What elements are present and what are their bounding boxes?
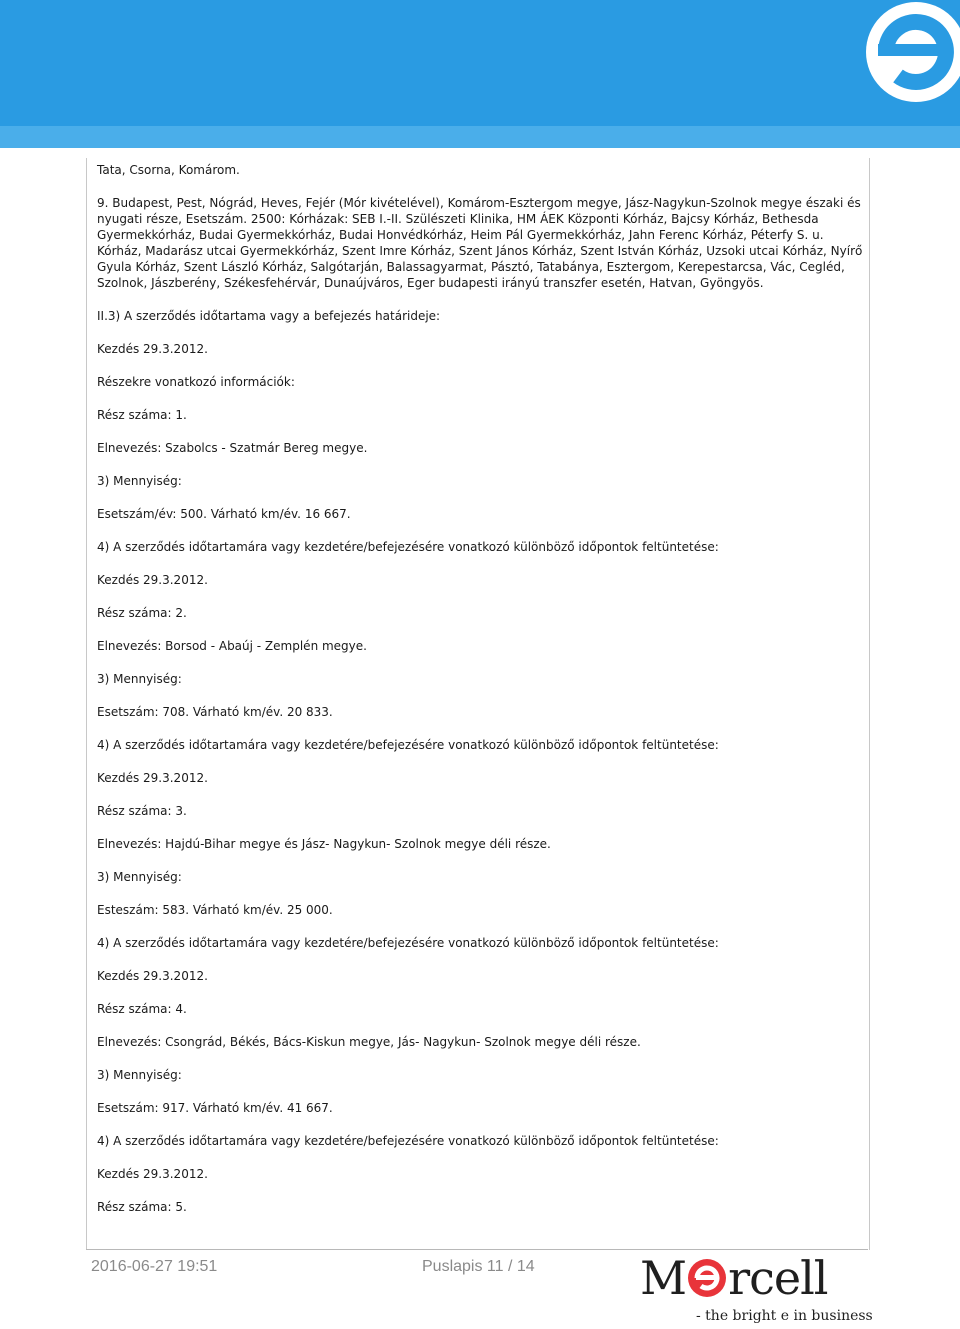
paragraph: 4) A szerződés időtartamára vagy kezdetére/befejezésére vonatkozó különböző időpontok feltüntetése:	[97, 540, 719, 554]
marcell-e-icon	[687, 1258, 727, 1298]
footer-divider	[86, 1249, 868, 1250]
paragraph: Kezdés 29.3.2012.	[97, 771, 208, 785]
paragraph: Elnevezés: Borsod - Abaúj - Zemplén megye.	[97, 639, 367, 653]
paragraph: Részekre vonatkozó információk:	[97, 375, 295, 389]
paragraph: Elnevezés: Csongrád, Békés, Bács-Kiskun megye, Jás- Nagykun- Szolnok megye déli része.	[97, 1035, 641, 1049]
paragraph: 9. Budapest, Pest, Nógrád, Heves, Fejér (Mór kivételével), Komárom-Esztergom megye, Jász-Nagykun-Szolnok megye északi és nyugati része, Esetszám. 2500: Kórházak: SEB I.-II. Szülészeti Klinika, HM ÁEK Központi Kórház, Bajcsy Kórház, Bethesda Gyermekkórház, Budai Gyermekkórház, Budai Honvédkórház, Heim Pál Gyermekkórház, Jahn Ferenc Kórház, Péterfy S. u. Kórház, Madarász utcai Gyermekkórház, Szent Imre Kórház, Szent János Kórház, Szent István Kórház, Uzsoki utcai Kórház, Nyírő Gyula Kórház, Szent László Kórház, Salgótarján, Balassagyarmat, Pásztó, Tatabánya, Esztergom, Kerepestarcsa, Vác, Cegléd, Szolnok, Jászberény, Székesfehérvár, Dunaújváros, Eger budapesti irányú transzfer esetén, Hatvan, Gyöngyös.	[97, 196, 863, 290]
paragraph: Tata, Csorna, Komárom.	[97, 163, 240, 177]
paragraph: II.3) A szerződés időtartama vagy a befejezés határideje:	[97, 309, 441, 323]
header-band	[0, 0, 960, 148]
paragraph: Rész száma: 2.	[97, 606, 187, 620]
paragraph: Elnevezés: Hajdú-Bihar megye és Jász- Nagykun- Szolnok megye déli része.	[97, 837, 551, 851]
paragraph: Rész száma: 4.	[97, 1002, 187, 1016]
paragraph: 3) Mennyiség:	[97, 870, 182, 884]
brand-name	[640, 1252, 828, 1304]
paragraph: Rész száma: 5.	[97, 1200, 187, 1214]
brand-name-prefix: M	[640, 1251, 687, 1305]
paragraph: Esetszám/év: 500. Várható km/év. 16 667.	[97, 507, 351, 521]
paragraph: Esetszám: 917. Várható km/év. 41 667.	[97, 1101, 333, 1115]
paragraph: Kezdés 29.3.2012.	[97, 573, 208, 587]
brand-name-suffix: rcell	[728, 1251, 828, 1305]
e-logo-icon	[838, 0, 960, 110]
paragraph: Esteszám: 583. Várható km/év. 25 000.	[97, 903, 333, 917]
document-body	[97, 162, 867, 1232]
paragraph: Kezdés 29.3.2012.	[97, 969, 208, 983]
paragraph: Rész száma: 3.	[97, 804, 187, 818]
paragraph: Esetszám: 708. Várható km/év. 20 833.	[97, 705, 333, 719]
paragraph: Kezdés 29.3.2012.	[97, 342, 208, 356]
paragraph: Kezdés 29.3.2012.	[97, 1167, 208, 1181]
brand-logo	[640, 1251, 873, 1328]
brand-tagline: - the bright e in business	[696, 1308, 873, 1324]
paragraph: 4) A szerződés időtartamára vagy kezdetére/befejezésére vonatkozó különböző időpontok feltüntetése:	[97, 1134, 719, 1148]
footer-date: 2016-06-27 19:51	[91, 1258, 218, 1275]
paragraph: 3) Mennyiség:	[97, 1068, 182, 1082]
paragraph: Elnevezés: Szabolcs - Szatmár Bereg megye.	[97, 441, 368, 455]
footer-page-number: Puslapis 11 / 14	[422, 1258, 535, 1275]
paragraph: 3) Mennyiség:	[97, 672, 182, 686]
paragraph: 4) A szerződés időtartamára vagy kezdetére/befejezésére vonatkozó különböző időpontok feltüntetése:	[97, 738, 719, 752]
paragraph: Rész száma: 1.	[97, 408, 187, 422]
paragraph: 3) Mennyiség:	[97, 474, 182, 488]
paragraph: 4) A szerződés időtartamára vagy kezdetére/befejezésére vonatkozó különböző időpontok feltüntetése:	[97, 936, 719, 950]
header-band-lower	[0, 126, 960, 148]
